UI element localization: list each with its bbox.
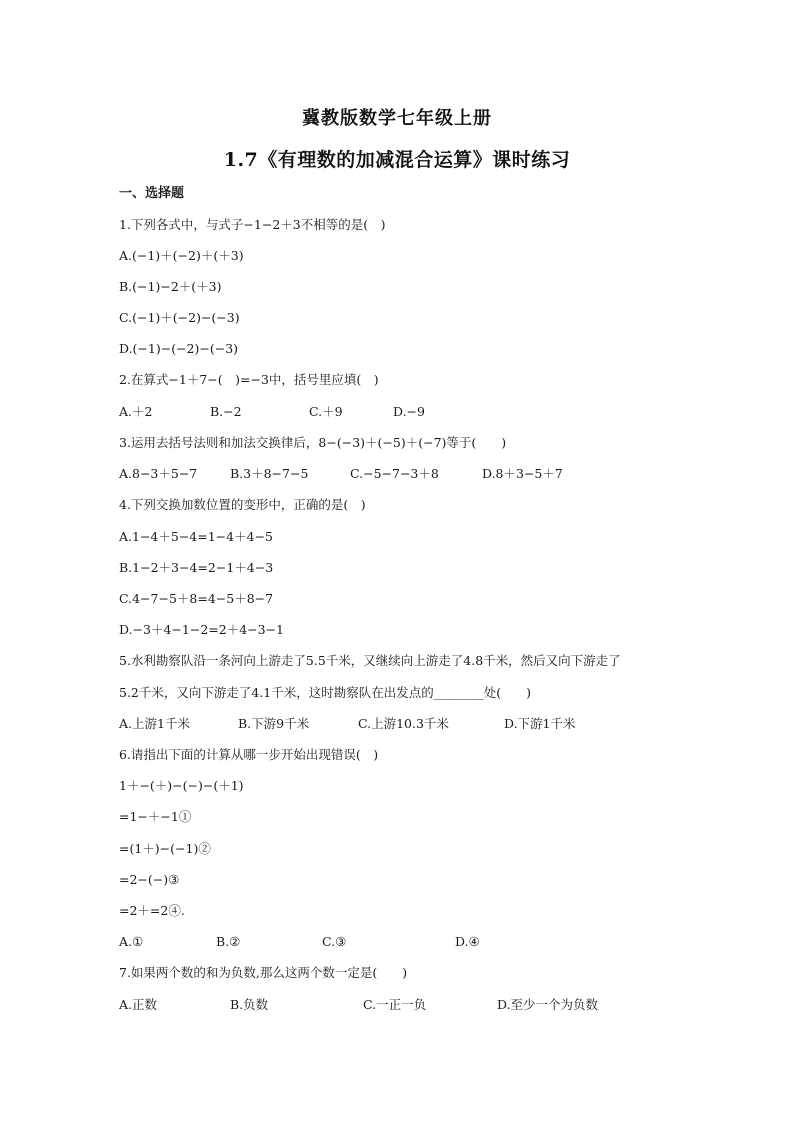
question-7-stem: 7.如果两个数的和为负数,那么这两个数一定是( ) bbox=[119, 965, 408, 980]
document-title: 冀教版数学七年级上册 bbox=[302, 108, 492, 129]
section-heading: 一、选择题 bbox=[119, 186, 185, 201]
question-5-option-c: C.上游10.3千米 bbox=[358, 716, 449, 731]
question-3-option-b: B.3＋8−7−5 bbox=[230, 466, 309, 481]
question-3-option-d: D.8＋3−5＋7 bbox=[482, 466, 563, 481]
question-5-option-a: A.上游1千米 bbox=[119, 716, 190, 731]
question-1-option-a: A.(−1)＋(−2)＋(＋3) bbox=[119, 248, 244, 263]
question-3-option-c: C.−5−7−3＋8 bbox=[350, 466, 439, 481]
question-6-step-1: =1−＋−1① bbox=[119, 809, 192, 824]
question-1-stem: 1.下列各式中，与式子−1−2＋3不相等的是( ) bbox=[119, 217, 386, 232]
question-5-option-d: D.下游1千米 bbox=[504, 716, 576, 731]
question-2-stem: 2.在算式−1＋7−( )=−3中，括号里应填( ) bbox=[119, 372, 379, 387]
question-6-option-c: C.③ bbox=[322, 934, 347, 949]
question-7-option-a: A.正数 bbox=[119, 997, 158, 1012]
question-4-option-a: A.1−4＋5−4=1−4＋4−5 bbox=[119, 529, 273, 544]
question-6-step-2: =(1＋)−(−1)② bbox=[119, 841, 211, 856]
question-4-option-b: B.1−2＋3−4=2−1＋4−3 bbox=[119, 560, 274, 575]
question-5-stem-line-2: 5.2千米，又向下游走了4.1千米，这时勘察队在出发点的________处( ) bbox=[119, 685, 532, 700]
question-5-stem-line-1: 5.水利勘察队沿一条河向上游走了5.5千米，又继续向上游走了4.8千米，然后又向下游走了 bbox=[119, 653, 621, 668]
question-2-option-b: B.−2 bbox=[210, 404, 242, 419]
question-2-option-c: C.＋9 bbox=[309, 404, 343, 419]
question-6-expression: 1＋−(＋)−(−)−(＋1) bbox=[119, 778, 244, 793]
question-6-step-4: =2＋=2④. bbox=[119, 903, 185, 918]
question-1-option-b: B.(−1)−2＋(＋3) bbox=[119, 279, 222, 294]
question-7-option-b: B.负数 bbox=[230, 997, 269, 1012]
question-6-option-d: D.④ bbox=[455, 934, 480, 949]
question-6-step-3: =2−(−)③ bbox=[119, 872, 180, 887]
question-4-option-d: D.−3＋4−1−2=2＋4−3−1 bbox=[119, 622, 285, 637]
question-6-option-b: B.② bbox=[216, 934, 241, 949]
question-6-stem: 6.请指出下面的计算从哪一步开始出现错误( ) bbox=[119, 747, 379, 762]
question-4-option-c: C.4−7−5＋8=4−5＋8−7 bbox=[119, 591, 274, 606]
question-7-option-d: D.至少一个为负数 bbox=[497, 997, 599, 1012]
question-4-stem: 4.下列交换加数位置的变形中，正确的是( ) bbox=[119, 497, 366, 512]
question-6-option-a: A.① bbox=[119, 934, 144, 949]
question-2-option-d: D.−9 bbox=[393, 404, 425, 419]
question-3-stem: 3.运用去括号法则和加法交换律后，8−(−3)＋(−5)＋(−7)等于( ) bbox=[119, 435, 507, 450]
question-5-option-b: B.下游9千米 bbox=[238, 716, 310, 731]
question-7-option-c: C.一正一负 bbox=[363, 997, 427, 1012]
question-1-option-c: C.(−1)＋(−2)−(−3) bbox=[119, 310, 240, 325]
question-3-option-a: A.8−3＋5−7 bbox=[119, 466, 198, 481]
question-2-option-a: A.＋2 bbox=[119, 404, 153, 419]
question-1-option-d: D.(−1)−(−2)−(−3) bbox=[119, 341, 239, 356]
document-subtitle: 1.7《有理数的加减混合运算》课时练习 bbox=[223, 149, 571, 171]
